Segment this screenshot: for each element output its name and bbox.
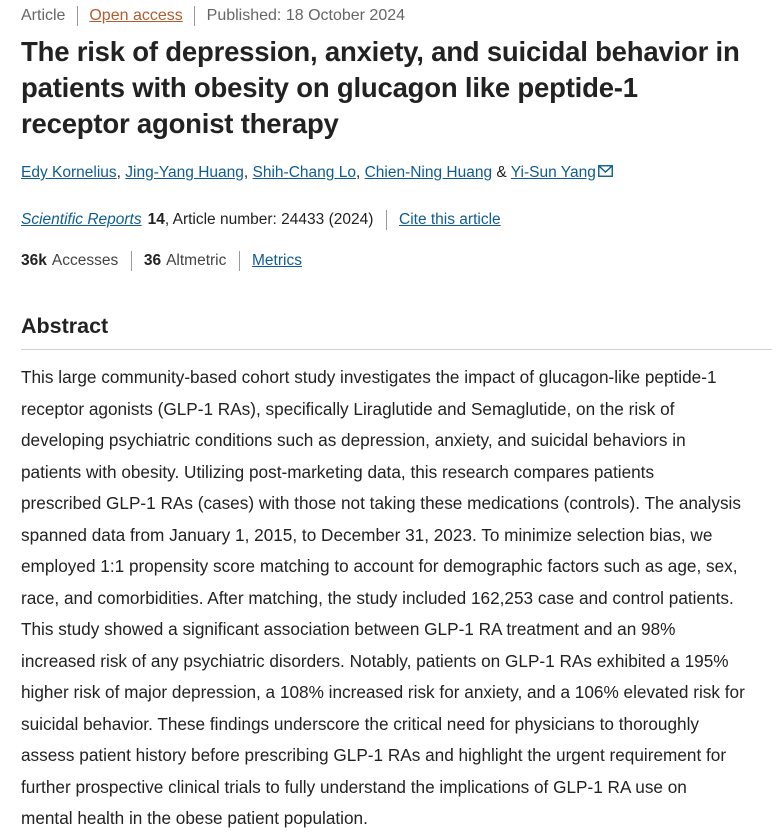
divider	[386, 210, 387, 230]
abstract-line: increased risk of any psychiatric disorders. Notably, patients on GLP-1 RAs exhibited a 195%	[21, 650, 729, 671]
divider	[131, 251, 132, 271]
abstract-text	[21, 362, 781, 835]
abstract-line: employed 1:1 propensity score matching to account for demographic factors such as age, sex,	[21, 556, 738, 576]
article-meta	[21, 6, 405, 26]
open-access-link[interactable]: Open access	[89, 7, 183, 25]
abstract-line: receptor agonists (GLP-1 RAs), specifically Liraglutide and Semaglutide, on the risk of	[21, 398, 675, 419]
abstract-line: mental health in the obese patient population.	[21, 808, 368, 828]
journal-info	[21, 209, 501, 231]
abstract-line: prescribed GLP-1 RAs (cases) with those not taking these medications (controls). The analysis	[21, 493, 741, 513]
author-joiner: &	[496, 164, 507, 181]
cite-article-link[interactable]: Cite this article	[399, 211, 501, 228]
journal-volume: 14	[147, 211, 165, 228]
title-line: patients with obesity on glucagon like peptide-1	[21, 72, 638, 103]
altmetric-label: Altmetric	[166, 252, 227, 269]
abstract-line: higher risk of major depression, a 108% increased risk for anxiety, and a 106% elevated risk for	[21, 682, 745, 702]
section-divider	[21, 349, 772, 350]
author-list: Edy Kornelius, Jing-Yang Huang, Shih-Chang Lo, Chien-Ning Huang & Yi-Sun Yang	[21, 162, 613, 184]
article-title	[21, 34, 776, 142]
abstract-line: suicidal behavior. These findings underscore the critical need for physicians to thoroughly	[21, 713, 700, 734]
author-link[interactable]: Shih-Chang Lo	[252, 164, 356, 181]
divider	[194, 6, 195, 26]
article-metrics	[21, 250, 302, 272]
journal-link[interactable]: Scientific Reports	[21, 211, 142, 228]
title-line: The risk of depression, anxiety, and suicidal behavior in	[21, 36, 740, 67]
abstract-line: patients with obesity. Utilizing post-marketing data, this research compares patients	[21, 461, 655, 482]
divider	[77, 6, 78, 26]
accesses-count: 36k	[21, 252, 47, 269]
article-type: Article	[21, 7, 66, 25]
abstract-line: assess patient history before prescribing GLP-1 RAs and highlight the urgent requirement for	[21, 745, 727, 765]
published-date: Published: 18 October 2024	[206, 7, 406, 25]
metrics-link[interactable]: Metrics	[252, 252, 302, 269]
altmetric-score: 36	[143, 252, 162, 269]
author-link[interactable]: Edy Kornelius	[21, 164, 117, 181]
accesses-label: Accesses	[51, 252, 119, 269]
abstract-line: This study showed a significant association between GLP-1 RA treatment and an 98%	[21, 619, 676, 639]
divider	[239, 251, 240, 271]
abstract-line: further prospective clinical trials to fully understand the implications of GLP-1 RA use on	[21, 776, 687, 797]
author-link[interactable]: Chien-Ning Huang	[364, 164, 493, 181]
abstract-heading: Abstract	[21, 314, 109, 338]
article-number: , Article number: 24433 (2024)	[164, 211, 374, 228]
author-link[interactable]: Yi-Sun Yang	[510, 164, 596, 181]
abstract-line: This large community-based cohort study investigates the impact of glucagon-like peptide-1	[21, 367, 717, 387]
envelope-icon[interactable]	[598, 162, 613, 184]
abstract-line: developing psychiatric conditions such as depression, anxiety, and suicidal behaviors in	[21, 430, 686, 450]
author-link[interactable]: Jing-Yang Huang	[125, 164, 244, 181]
title-line: receptor agonist therapy	[21, 108, 339, 139]
abstract-line: race, and comorbidities. After matching, the study included 162,253 case and control patients.	[21, 587, 734, 608]
abstract-line: spanned data from January 1, 2015, to December 31, 2023. To minimize selection bias, we	[21, 524, 713, 545]
